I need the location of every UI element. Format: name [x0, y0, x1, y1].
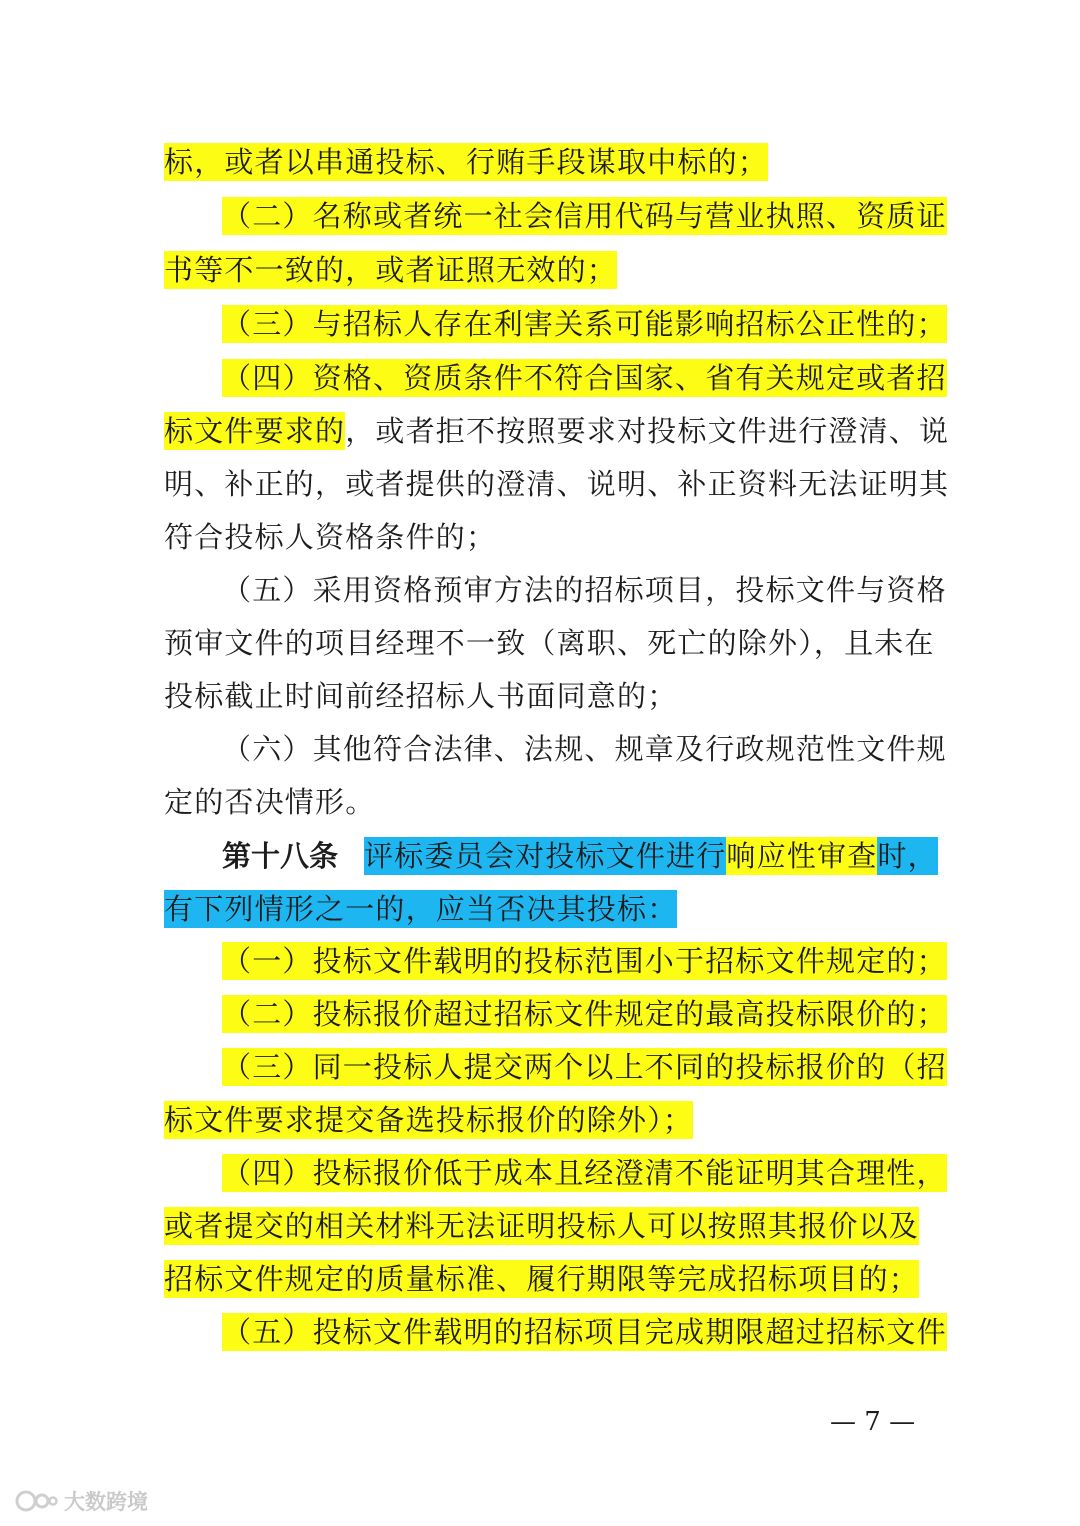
text-line	[164, 889, 916, 929]
highlighted-text: 时，	[877, 839, 938, 873]
article-heading: 第十八条	[222, 839, 339, 873]
text-line	[164, 1100, 916, 1140]
highlighted-text: 标文件要求提交备选投标报价的除外）；	[164, 1103, 694, 1137]
highlighted-text: 有下列情形之一的，应当否决其投标：	[164, 892, 678, 926]
text-line	[164, 1206, 920, 1246]
page-number: — 7 —	[830, 1407, 916, 1437]
text-line: 预审文件的项目经理不一致（离职、死亡的除外），且未在	[164, 626, 935, 660]
highlighted-text: 招标文件规定的质量标准、履行期限等完成招标项目的；	[164, 1262, 920, 1296]
text-line	[164, 250, 916, 290]
text-line	[164, 411, 950, 451]
highlighted-text: （四）投标报价低于成本且经澄清不能证明其合理性，	[222, 1156, 947, 1190]
text-line	[222, 994, 947, 1034]
highlighted-text: 标，或者以串通投标、行贿手段谋取中标的；	[164, 145, 769, 179]
text-line	[164, 142, 916, 182]
text-line	[222, 1312, 947, 1352]
highlighted-text: 响应性审查	[726, 839, 878, 873]
highlighted-text: （二）投标报价超过招标文件规定的最高投标限价的；	[222, 997, 947, 1031]
text-line	[164, 1259, 920, 1299]
highlighted-text: （四）资格、资质条件不符合国家、省有关规定或者招	[222, 361, 947, 395]
text-line: （六）其他符合法律、法规、规章及行政规范性文件规	[222, 732, 947, 766]
article-line	[222, 836, 938, 876]
highlighted-text: （五）投标文件载明的招标项目完成期限超过招标文件	[222, 1315, 947, 1349]
highlighted-text: （二）名称或者统一社会信用代码与营业执照、资质证	[222, 199, 947, 233]
text-line	[222, 304, 947, 344]
text-line	[222, 196, 947, 236]
highlighted-text: 或者提交的相关材料无法证明投标人可以按照其报价以及	[164, 1209, 920, 1243]
highlighted-text: 书等不一致的，或者证照无效的；	[164, 253, 618, 287]
body-text: ，或者拒不按照要求对投标文件进行澄清、说	[345, 414, 950, 448]
highlighted-text: （三）同一投标人提交两个以上不同的投标报价的（招	[222, 1050, 947, 1084]
text-line: 明、补正的，或者提供的澄清、说明、补正资料无法证明其	[164, 467, 950, 501]
text-line	[222, 358, 947, 398]
highlighted-text: 标文件要求的	[164, 414, 346, 448]
text-line: 符合投标人资格条件的；	[164, 520, 497, 554]
text-line: 投标截止时间前经招标人书面同意的；	[164, 679, 678, 713]
watermark-text: 大数跨境	[64, 1490, 148, 1514]
highlighted-text: （一）投标文件载明的投标范围小于招标文件规定的；	[222, 944, 947, 978]
highlighted-text: （三）与招标人存在利害关系可能影响招标公正性的；	[222, 307, 947, 341]
text-line	[222, 1153, 947, 1193]
text-line	[222, 941, 947, 981]
highlighted-text: 评标委员会对投标文件进行	[364, 839, 727, 873]
text-line: （五）采用资格预审方法的招标项目，投标文件与资格	[222, 573, 947, 607]
watermark	[14, 1484, 148, 1518]
text-line: 定的否决情形。	[164, 785, 376, 819]
watermark-logo-icon	[14, 1487, 58, 1515]
text-line	[222, 1047, 947, 1087]
